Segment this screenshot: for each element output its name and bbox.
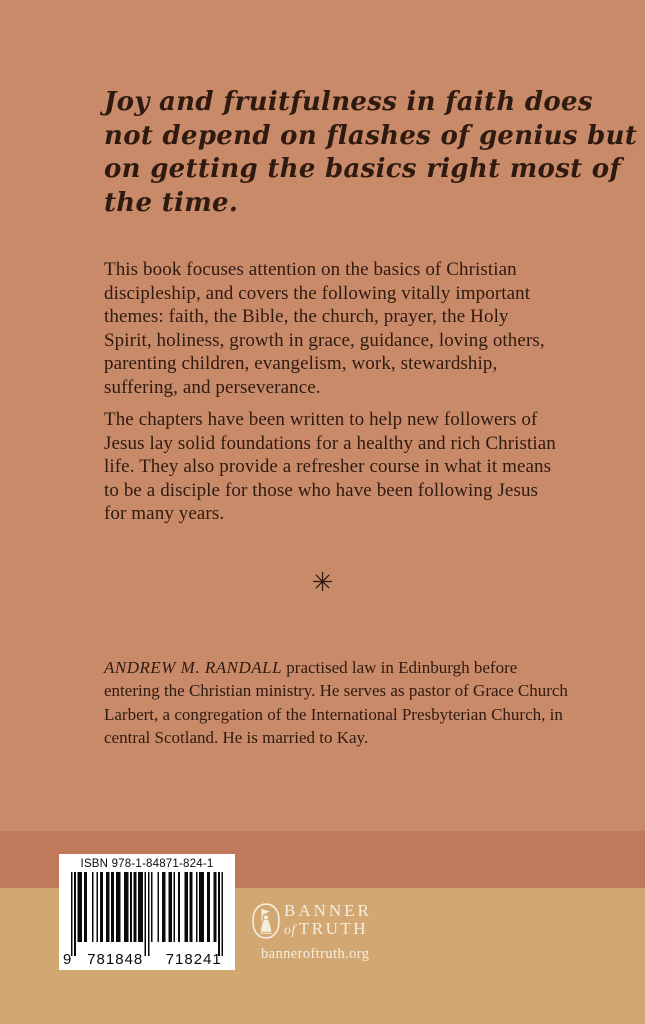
quote-line: on getting the basics right most of	[104, 154, 621, 184]
cover-quote	[104, 86, 638, 220]
barcode-digit-group1: 781848	[87, 951, 144, 968]
publisher-truth: TRUTH	[298, 919, 369, 938]
barcode-bars	[71, 872, 223, 956]
quote-line: not depend on flashes of genius but	[104, 120, 638, 151]
publisher-of: of	[284, 923, 296, 938]
publisher-wordmark	[284, 902, 372, 940]
blurb-paragraph-1: This book focuses attention on the basics of Christian discipleship, and covers the following vitally important themes: faith, the Bible, the church, prayer, the Holy Spirit, holiness, growth in grace, guidance, loving others, parenting children, evangelism, work, stewardship, suffering, and perseverance.	[104, 259, 545, 398]
banner-of-truth-emblem-icon	[252, 903, 280, 939]
isbn-label: ISBN 978-1-84871-824-1	[80, 858, 214, 870]
barcode	[59, 854, 235, 970]
author-bio-text: practised law in Edinburgh before entering the Christian ministry. He serves as pastor of Grace Church Larbert, a congregation of the International Presbyterian Church, in central Scotland. He is married to Kay.	[104, 658, 568, 747]
publisher-name-line1: BANNER	[284, 901, 372, 920]
quote-line: Joy and fruitfulness in faith does	[104, 87, 593, 117]
author-name: ANDREW M. RANDALL	[104, 658, 283, 677]
website-url: banneroftruth.org	[261, 946, 370, 962]
blurb-paragraph-2: The chapters have been written to help new followers of Jesus lay solid foundations for a healthy and rich Christian life. They also provide a refresher course in what it means to be a disciple for those who have been following Jesus for many years.	[104, 409, 556, 524]
barcode-digit-group2: 718241	[165, 951, 222, 968]
author-bio	[104, 656, 574, 749]
publisher-name-line2	[284, 920, 372, 940]
quote-line: the time.	[104, 187, 239, 218]
barcode-digit-first: 9	[63, 951, 72, 968]
barcode-digits	[61, 951, 233, 968]
asterisk-divider-icon: ✳	[311, 568, 334, 597]
